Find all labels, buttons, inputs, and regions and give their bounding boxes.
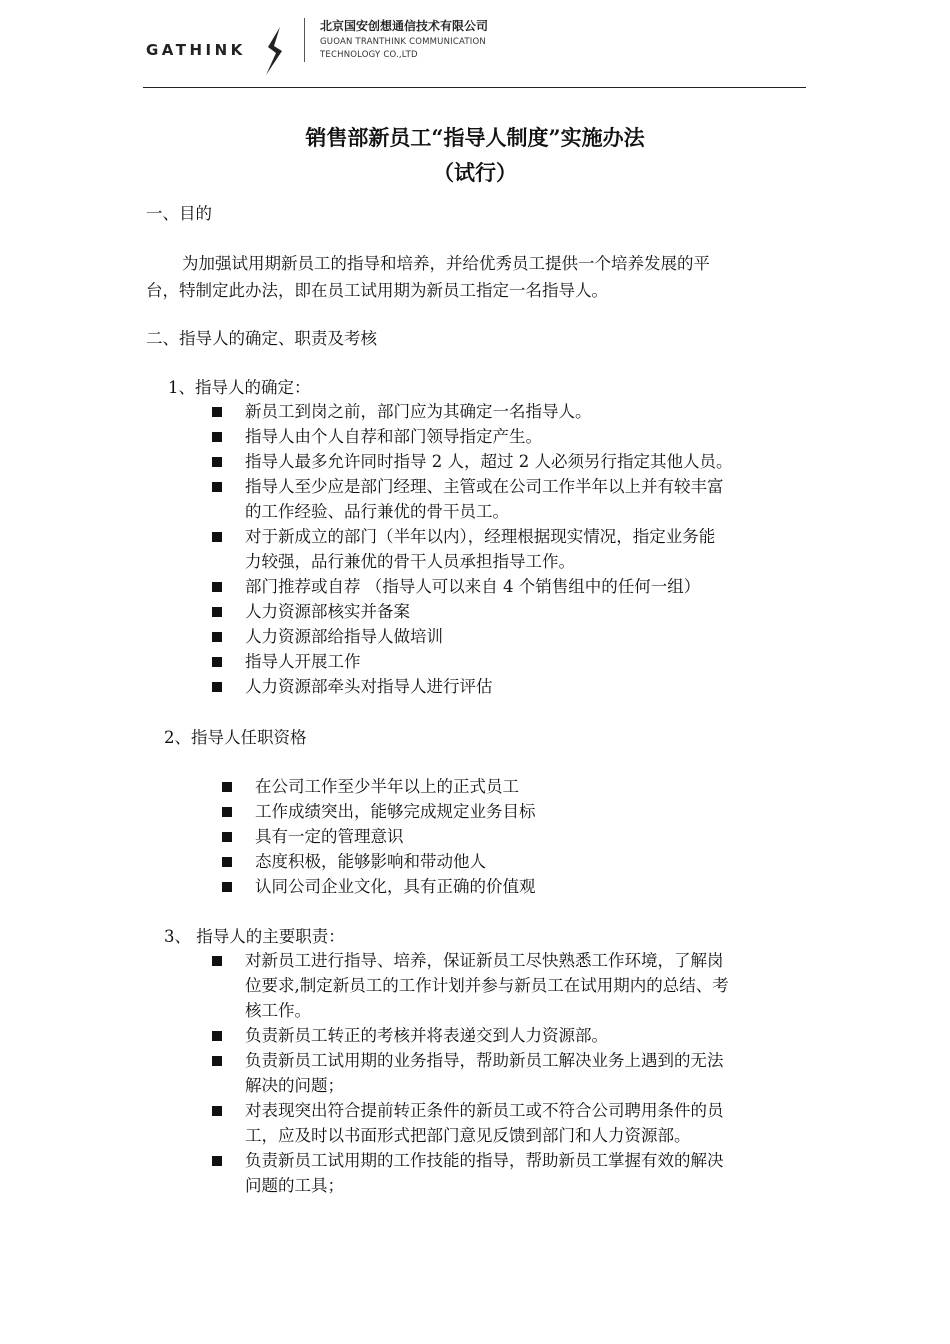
list-item-continuation: 力较强，品行兼优的骨干人员承担指导工作。	[245, 552, 575, 571]
company-name-en-line2: TECHNOLOGY CO.,LTD	[320, 50, 418, 60]
list-item-continuation: 核工作。	[245, 1001, 311, 1020]
square-bullet-icon	[222, 807, 232, 817]
list-item: 负责新员工试用期的工作技能的指导，帮助新员工掌握有效的解决	[245, 1151, 724, 1170]
company-name-cn: 北京国安创想通信技术有限公司	[320, 19, 489, 33]
square-bullet-icon	[212, 482, 222, 492]
list-item: 态度积极，能够影响和带动他人	[255, 852, 486, 871]
document-subtitle: （试行）	[433, 160, 517, 185]
document-title: 销售部新员工“指导人制度”实施办法	[305, 125, 645, 150]
list-item-continuation: 的工作经验、品行兼优的骨干员工。	[245, 502, 509, 521]
list-item: 负责新员工转正的考核并将表递交到人力资源部。	[245, 1026, 608, 1045]
square-bullet-icon	[212, 432, 222, 442]
list-item: 对表现突出符合提前转正条件的新员工或不符合公司聘用条件的员	[245, 1101, 724, 1120]
list-item: 具有一定的管理意识	[255, 827, 404, 846]
square-bullet-icon	[212, 407, 222, 417]
list-item-continuation: 问题的工具；	[245, 1176, 344, 1195]
square-bullet-icon	[222, 832, 232, 842]
list-item: 在公司工作至少半年以上的正式员工	[255, 777, 519, 796]
header-divider	[304, 18, 305, 62]
list-item: 对新员工进行指导、培养，保证新员工尽快熟悉工作环境，了解岗	[245, 951, 724, 970]
list-item-continuation: 工，应及时以书面形式把部门意见反馈到部门和人力资源部。	[245, 1126, 691, 1145]
section-heading-purpose: 一、目的	[146, 204, 212, 223]
square-bullet-icon	[212, 582, 222, 592]
list-item: 负责新员工试用期的业务指导，帮助新员工解决业务上遇到的无法	[245, 1051, 724, 1070]
square-bullet-icon	[212, 956, 222, 966]
square-bullet-icon	[222, 882, 232, 892]
list-item: 指导人由个人自荐和部门领导指定产生。	[245, 427, 542, 446]
logo-s-mark-icon	[262, 27, 286, 75]
square-bullet-icon	[222, 782, 232, 792]
square-bullet-icon	[212, 682, 222, 692]
subsection-heading-responsibilities: 3、 指导人的主要职责：	[164, 927, 345, 946]
list-item: 人力资源部核实并备案	[245, 602, 410, 621]
list-item: 人力资源部给指导人做培训	[245, 627, 443, 646]
square-bullet-icon	[212, 1106, 222, 1116]
list-item: 部门推荐或自荐 （指导人可以来自 4 个销售组中的任何一组）	[245, 577, 701, 596]
square-bullet-icon	[212, 457, 222, 467]
square-bullet-icon	[212, 1031, 222, 1041]
square-bullet-icon	[212, 657, 222, 667]
subsection-heading-qualifications: 2、指导人任职资格	[164, 728, 307, 747]
section-heading-mentor: 二、指导人的确定、职责及考核	[146, 329, 377, 348]
square-bullet-icon	[212, 607, 222, 617]
square-bullet-icon	[212, 1156, 222, 1166]
list-item: 指导人至少应是部门经理、主管或在公司工作半年以上并有较丰富	[245, 477, 724, 496]
header-rule	[143, 87, 806, 88]
letterhead	[0, 0, 950, 90]
list-item: 指导人开展工作	[245, 652, 361, 671]
list-item-continuation: 解决的问题；	[245, 1076, 344, 1095]
list-item-continuation: 位要求,制定新员工的工作计划并参与新员工在试用期内的总结、考	[245, 976, 729, 995]
company-logo-text: GATHINK	[146, 41, 246, 59]
list-item: 人力资源部牵头对指导人进行评估	[245, 677, 493, 696]
list-item: 指导人最多允许同时指导 2 人，超过 2 人必须另行指定其他人员。	[245, 452, 733, 471]
purpose-paragraph-line2: 台，特制定此办法，即在员工试用期为新员工指定一名指导人。	[146, 281, 608, 300]
subsection-heading-determination: 1、指导人的确定：	[168, 378, 311, 397]
square-bullet-icon	[212, 532, 222, 542]
list-item: 工作成绩突出，能够完成规定业务目标	[255, 802, 536, 821]
square-bullet-icon	[222, 857, 232, 867]
square-bullet-icon	[212, 632, 222, 642]
list-item: 新员工到岗之前，部门应为其确定一名指导人。	[245, 402, 592, 421]
list-item: 认同公司企业文化，具有正确的价值观	[255, 877, 536, 896]
square-bullet-icon	[212, 1056, 222, 1066]
company-name-en-line1: GUOAN TRANTHINK COMMUNICATION	[320, 37, 486, 47]
list-item: 对于新成立的部门（半年以内），经理根据现实情况，指定业务能	[245, 527, 716, 546]
purpose-paragraph-line1: 为加强试用期新员工的指导和培养，并给优秀员工提供一个培养发展的平	[182, 254, 710, 273]
